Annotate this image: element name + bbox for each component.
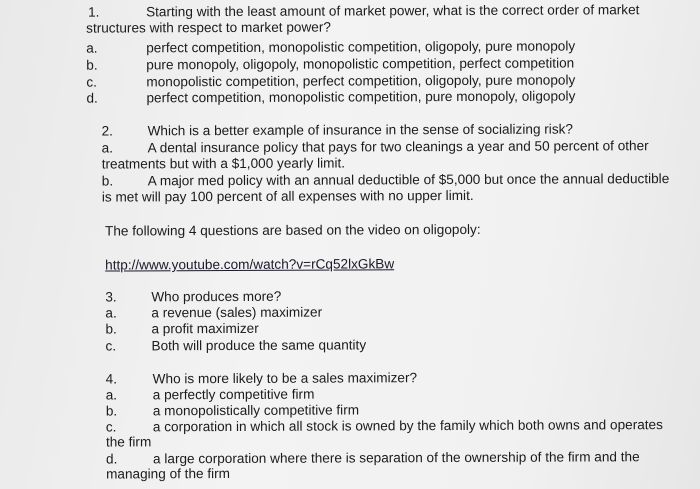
q1-stem-line2: structures with respect to market power? (86, 19, 331, 36)
q3-option-a: a revenue (sales) maximizer (151, 304, 323, 321)
q2-option-a-line2: treatments but with a $1,000 yearly limit. (101, 155, 346, 172)
q3-option-a-label: a. (105, 305, 117, 321)
q2-number: 2. (101, 123, 113, 139)
q2-option-b-label: b. (101, 173, 114, 189)
q4-option-b: a monopolistically competitive firm (152, 402, 360, 419)
q4-option-d-label: d. (105, 451, 118, 467)
q4-stem: Who is more likely to be a sales maximizer? (152, 370, 418, 387)
q1-option-d: perfect competition, monopolistic competition, pure monopoly, oligopoly (146, 88, 576, 106)
video-link[interactable]: http://www.youtube.com/watch?v=rCq52lxGkBw (105, 256, 395, 273)
q4-option-d-line1: a large corporation where there is separation of the ownership of the firm and the (152, 449, 640, 467)
q3-option-b: a profit maximizer (151, 320, 259, 337)
q2-option-a-label: a. (101, 140, 114, 156)
q1-option-a: perfect competition, monopolistic competition, oligopoly, pure monopoly (146, 38, 576, 56)
q2-option-b-line1: A major med policy with an annual deductible of $5,000 but once the annual deductible (147, 171, 670, 189)
q4-option-c-label: c. (105, 419, 117, 435)
q2-stem: Which is a better example of insurance in the sense of socializing risk? (147, 121, 573, 139)
q1-option-c: monopolistic competition, perfect competition, oligopoly, pure monopoly (146, 72, 576, 90)
q1-option-c-label: c. (86, 74, 97, 90)
q1-option-d-label: d. (86, 90, 98, 106)
q3-number: 3. (105, 289, 117, 305)
q4-option-a-label: a. (105, 387, 118, 403)
q3-stem: Who produces more? (151, 288, 282, 305)
q1-number: 1. (88, 4, 100, 20)
q1-option-a-label: a. (86, 40, 98, 56)
q4-number: 4. (105, 371, 118, 387)
q4-option-a: a perfectly competitive firm (152, 386, 315, 403)
q1-stem-line1: Starting with the least amount of market power, what is the correct order of market (146, 2, 640, 20)
q4-option-b-label: b. (105, 403, 118, 419)
q1-option-b-label: b. (86, 57, 98, 73)
q3-option-c: Both will produce the same quantity (151, 337, 367, 354)
video-intro: The following 4 questions are based on the video on oligopoly: (104, 221, 481, 239)
q4-option-d-line2: managing of the firm (106, 466, 231, 482)
q2-option-a-line1: A dental insurance policy that pays for two cleanings a year and 50 percent of other (147, 138, 649, 156)
q3-option-b-label: b. (105, 321, 117, 337)
q3-option-c-label: c. (105, 338, 117, 354)
q4-option-c-line2: the firm (105, 434, 152, 450)
q4-option-c-line1: a corporation in which all stock is owned by the family which both owns and operates (152, 417, 663, 435)
q2-option-b-line2: is met will pay 100 percent of all expenses with no upper limit. (101, 187, 474, 205)
q1-option-b: pure monopoly, oligopoly, monopolistic competition, perfect competition (146, 55, 575, 73)
